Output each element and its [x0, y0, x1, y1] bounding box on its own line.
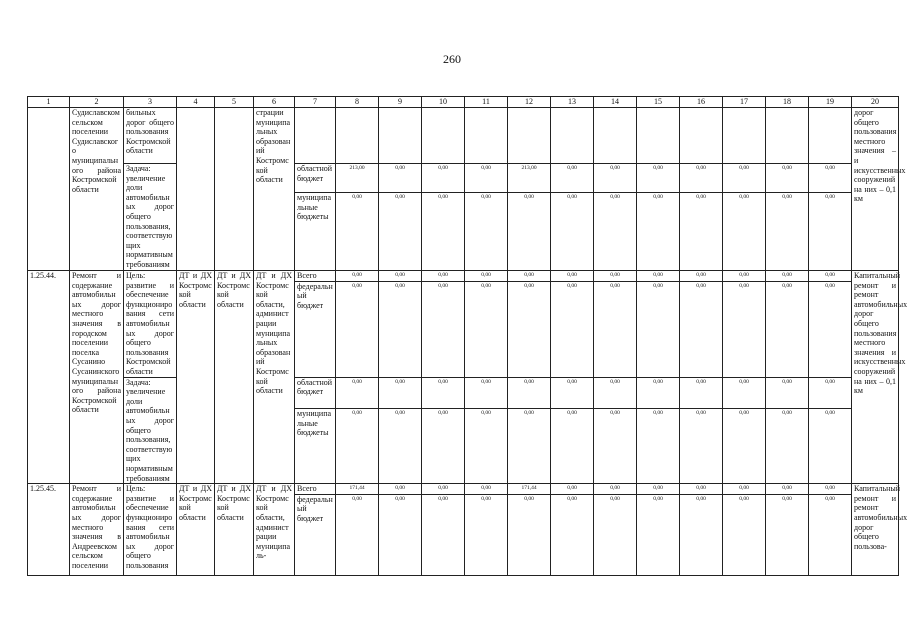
funding-value: 0,00 [551, 494, 594, 575]
funding-value: 0,00 [766, 408, 809, 483]
funding-source: областной бюджет [295, 377, 336, 408]
funding-value: 0,00 [551, 193, 594, 271]
funding-value: 0,00 [336, 408, 379, 483]
funding-value: 0,00 [551, 408, 594, 483]
table-row [28, 164, 899, 193]
funding-value: 0,00 [766, 281, 809, 377]
funding-source: Всего [295, 271, 336, 282]
funding-value: 171,44 [508, 484, 551, 495]
funding-value: 213,00 [336, 164, 379, 193]
item-task: Задача: увеличение доли автомобильных дорог общего пользования, соответствующих нормативным требованиям [124, 164, 177, 271]
funding-value: 0,00 [637, 281, 680, 377]
funding-value: 0,00 [680, 281, 723, 377]
column-number: 20 [852, 97, 899, 108]
funding-value: 0,00 [422, 193, 465, 271]
funding-value: 0,00 [379, 484, 422, 495]
funding-value: 0,00 [723, 484, 766, 495]
funding-value [766, 108, 809, 164]
co-executor [215, 108, 254, 271]
funding-value [551, 108, 594, 164]
funding-source: федеральный бюджет [295, 494, 336, 575]
funding-value: 0,00 [422, 164, 465, 193]
funding-value: 0,00 [422, 377, 465, 408]
funding-value: 0,00 [637, 484, 680, 495]
funding-source [295, 108, 336, 164]
funding-value: 0,00 [551, 281, 594, 377]
item-name: Ремонт и содержание автомобильных дорог местного значения в Андреевском сельском поселении [70, 484, 124, 576]
funding-value: 0,00 [465, 484, 508, 495]
participants: ДТ и ДХ Костромской области, администрации муниципаль- [254, 484, 295, 576]
funding-value: 0,00 [508, 494, 551, 575]
funding-value: 0,00 [551, 271, 594, 282]
funding-value: 0,00 [508, 377, 551, 408]
funding-value: 0,00 [422, 494, 465, 575]
table-row [28, 271, 899, 282]
funding-value: 0,00 [809, 408, 852, 483]
column-number: 10 [422, 97, 465, 108]
funding-value: 0,00 [809, 484, 852, 495]
funding-value: 0,00 [680, 193, 723, 271]
funding-value: 0,00 [809, 377, 852, 408]
column-number: 3 [124, 97, 177, 108]
funding-value: 0,00 [379, 271, 422, 282]
item-name: Судиславском сельском поселении Судиславского муниципального района Костромской области [70, 108, 124, 271]
column-number: 17 [723, 97, 766, 108]
funding-value: 0,00 [508, 193, 551, 271]
funding-value: 0,00 [422, 408, 465, 483]
funding-value [637, 108, 680, 164]
funding-value: 0,00 [637, 408, 680, 483]
funding-value: 0,00 [465, 271, 508, 282]
funding-value: 0,00 [723, 408, 766, 483]
funding-value: 0,00 [422, 484, 465, 495]
funding-value: 0,00 [766, 193, 809, 271]
funding-source: муниципальные бюджеты [295, 193, 336, 271]
participants: страции муниципальных образований Костромской области [254, 108, 295, 271]
funding-value: 0,00 [508, 281, 551, 377]
funding-value: 0,00 [336, 281, 379, 377]
responsible-executor [177, 108, 215, 271]
column-number: 18 [766, 97, 809, 108]
item-goal: Цель: развитие и обеспечение функционирования сети автомобильных дорог общего пользования Костромской области [124, 271, 177, 378]
responsible-executor: ДТ и ДХ Костромской области [177, 271, 215, 484]
column-number: 4 [177, 97, 215, 108]
funding-value: 0,00 [422, 281, 465, 377]
funding-value: 0,00 [379, 408, 422, 483]
expected-result: дорог общего пользования местного значения – и искусственных сооружений на них – 0,1 км [852, 108, 899, 271]
funding-value: 0,00 [594, 494, 637, 575]
funding-value: 0,00 [680, 494, 723, 575]
column-number-row [28, 97, 899, 108]
funding-value: 0,00 [379, 164, 422, 193]
column-number: 9 [379, 97, 422, 108]
funding-value: 0,00 [809, 281, 852, 377]
co-executor: ДТ и ДХ Костромской области [215, 271, 254, 484]
funding-source: федеральный бюджет [295, 281, 336, 377]
responsible-executor: ДТ и ДХ Костромской области [177, 484, 215, 576]
column-number: 7 [295, 97, 336, 108]
column-number: 16 [680, 97, 723, 108]
funding-value [508, 108, 551, 164]
funding-value: 0,00 [594, 164, 637, 193]
funding-value: 0,00 [336, 271, 379, 282]
funding-value: 0,00 [379, 193, 422, 271]
funding-value [809, 108, 852, 164]
funding-value: 0,00 [594, 193, 637, 271]
item-number: 1.25.44. [28, 271, 70, 484]
item-goal: Цель: развитие и обеспечение функционирования сети автомобильных дорог общего пользования [124, 484, 177, 576]
funding-value: 171,44 [336, 484, 379, 495]
column-number: 14 [594, 97, 637, 108]
funding-value: 0,00 [594, 408, 637, 483]
page-number: 260 [443, 52, 461, 66]
funding-value: 0,00 [422, 271, 465, 282]
funding-value [594, 108, 637, 164]
funding-value: 0,00 [336, 377, 379, 408]
item-task: Задача: увеличение доли автомобильных дорог общего пользования, соответствующих нормативным требованиям [124, 377, 177, 484]
funding-value: 0,00 [680, 377, 723, 408]
funding-value: 0,00 [680, 164, 723, 193]
column-number: 15 [637, 97, 680, 108]
funding-value: 0,00 [336, 193, 379, 271]
funding-value: 0,00 [809, 271, 852, 282]
funding-value: 0,00 [594, 271, 637, 282]
funding-value: 0,00 [336, 494, 379, 575]
funding-value: 0,00 [379, 377, 422, 408]
funding-value: 213,00 [508, 164, 551, 193]
funding-value: 0,00 [680, 484, 723, 495]
funding-value: 0,00 [465, 408, 508, 483]
item-goal: бильных дорог общего пользования Костромской области [124, 108, 177, 164]
expected-result: Капитальный ремонт и ремонт автомобильных дорог общего пользова- [852, 484, 899, 576]
participants: ДТ и ДХ Костромской области, администрации муниципальных образований Костромской области [254, 271, 295, 484]
funding-value: 0,00 [637, 494, 680, 575]
funding-value: 0,00 [766, 484, 809, 495]
table-row [28, 377, 899, 408]
funding-value: 0,00 [680, 408, 723, 483]
funding-value: 0,00 [379, 281, 422, 377]
funding-value: 0,00 [766, 494, 809, 575]
funding-value: 0,00 [594, 281, 637, 377]
funding-value: 0,00 [465, 377, 508, 408]
funding-value: 0,00 [809, 193, 852, 271]
funding-value: 0,00 [465, 164, 508, 193]
funding-value [336, 108, 379, 164]
funding-value: 0,00 [766, 164, 809, 193]
table-row [28, 108, 899, 164]
funding-value: 0,00 [551, 484, 594, 495]
funding-value: 0,00 [508, 271, 551, 282]
funding-value [465, 108, 508, 164]
column-number: 6 [254, 97, 295, 108]
funding-value: 0,00 [637, 377, 680, 408]
funding-value: 0,00 [723, 193, 766, 271]
funding-value [422, 108, 465, 164]
funding-value: 0,00 [809, 494, 852, 575]
column-number: 2 [70, 97, 124, 108]
expected-result: Капитальный ремонт и ремонт автомобильных дорог общего пользования местного значения и искусственных сооружений на них – 0,1 км [852, 271, 899, 484]
column-number: 1 [28, 97, 70, 108]
column-number: 13 [551, 97, 594, 108]
funding-value: 0,00 [465, 281, 508, 377]
funding-value [723, 108, 766, 164]
funding-value: 0,00 [551, 377, 594, 408]
funding-value: 0,00 [637, 271, 680, 282]
funding-value: 0,00 [723, 164, 766, 193]
funding-value: 0,00 [723, 271, 766, 282]
funding-value: 0,00 [508, 408, 551, 483]
column-number: 12 [508, 97, 551, 108]
funding-value: 0,00 [594, 484, 637, 495]
table-row [28, 484, 899, 495]
funding-source: муниципальные бюджеты [295, 408, 336, 483]
funding-value [379, 108, 422, 164]
funding-value: 0,00 [723, 281, 766, 377]
funding-value: 0,00 [809, 164, 852, 193]
co-executor: ДТ и ДХ Костромской области [215, 484, 254, 576]
funding-source: областной бюджет [295, 164, 336, 193]
program-table [27, 96, 907, 576]
funding-value: 0,00 [594, 377, 637, 408]
funding-value: 0,00 [551, 164, 594, 193]
funding-value: 0,00 [637, 164, 680, 193]
funding-value [680, 108, 723, 164]
funding-value: 0,00 [465, 494, 508, 575]
column-number: 11 [465, 97, 508, 108]
item-name: Ремонт и содержание автомобильных дорог местного значения в городском поселении поселка Сусанино Сусанинского муниципального района Костромской области [70, 271, 124, 484]
item-number [28, 108, 70, 271]
funding-value: 0,00 [379, 494, 422, 575]
column-number: 5 [215, 97, 254, 108]
funding-value: 0,00 [723, 494, 766, 575]
funding-value: 0,00 [766, 271, 809, 282]
column-number: 8 [336, 97, 379, 108]
item-number: 1.25.45. [28, 484, 70, 576]
funding-source: Всего [295, 484, 336, 495]
funding-value: 0,00 [637, 193, 680, 271]
column-number: 19 [809, 97, 852, 108]
funding-value: 0,00 [680, 271, 723, 282]
funding-value: 0,00 [723, 377, 766, 408]
funding-value: 0,00 [465, 193, 508, 271]
funding-value: 0,00 [766, 377, 809, 408]
